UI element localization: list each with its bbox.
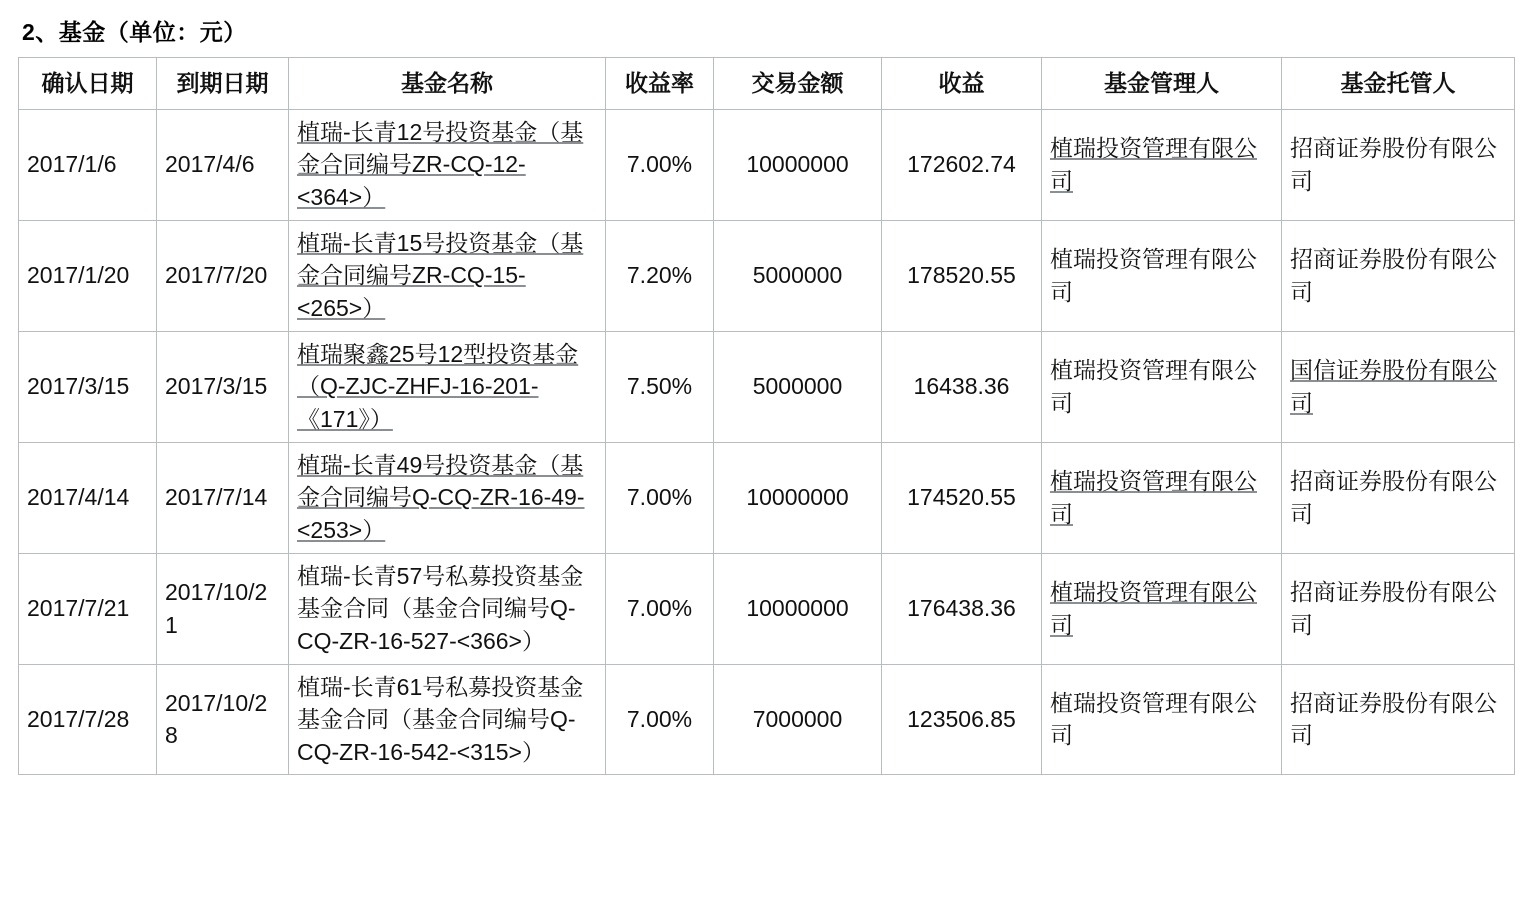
cell-manager: 植瑞投资管理有限公司 (1042, 553, 1282, 664)
cell-confirm-date: 2017/1/20 (19, 220, 157, 331)
cell-fund-name: 植瑞-长青61号私募投资基金基金合同（基金合同编号Q-CQ-ZR-16-542-<315>） (289, 664, 606, 775)
cell-amount: 10000000 (714, 109, 882, 220)
column-header-maturity-date: 到期日期 (157, 58, 289, 110)
cell-custodian: 招商证券股份有限公司 (1282, 553, 1515, 664)
cell-custodian: 招商证券股份有限公司 (1282, 664, 1515, 775)
cell-custodian: 招商证券股份有限公司 (1282, 220, 1515, 331)
cell-income: 16438.36 (882, 331, 1042, 442)
cell-confirm-date: 2017/7/21 (19, 553, 157, 664)
cell-fund-name: 植瑞-长青57号私募投资基金基金合同（基金合同编号Q-CQ-ZR-16-527-<366>） (289, 553, 606, 664)
cell-maturity-date: 2017/10/28 (157, 664, 289, 775)
fund-table (18, 57, 1515, 775)
cell-income: 174520.55 (882, 442, 1042, 553)
cell-custodian: 招商证券股份有限公司 (1282, 109, 1515, 220)
cell-manager: 植瑞投资管理有限公司 (1042, 109, 1282, 220)
table-row (19, 553, 1515, 664)
column-header-custodian: 基金托管人 (1282, 58, 1515, 110)
cell-income: 123506.85 (882, 664, 1042, 775)
cell-amount: 10000000 (714, 553, 882, 664)
cell-rate: 7.50% (606, 331, 714, 442)
column-header-income: 收益 (882, 58, 1042, 110)
column-header-manager: 基金管理人 (1042, 58, 1282, 110)
cell-rate: 7.00% (606, 109, 714, 220)
cell-amount: 5000000 (714, 220, 882, 331)
cell-fund-name: 植瑞-长青12号投资基金（基金合同编号ZR-CQ-12-<364>） (289, 109, 606, 220)
cell-rate: 7.00% (606, 664, 714, 775)
cell-manager: 植瑞投资管理有限公司 (1042, 442, 1282, 553)
cell-custodian: 招商证券股份有限公司 (1282, 442, 1515, 553)
column-header-amount: 交易金额 (714, 58, 882, 110)
cell-income: 176438.36 (882, 553, 1042, 664)
cell-rate: 7.00% (606, 442, 714, 553)
cell-amount: 10000000 (714, 442, 882, 553)
column-header-confirm-date: 确认日期 (19, 58, 157, 110)
cell-fund-name: 植瑞-长青15号投资基金（基金合同编号ZR-CQ-15-<265>） (289, 220, 606, 331)
cell-fund-name: 植瑞聚鑫25号12型投资基金（Q-ZJC-ZHFJ-16-201-《171》） (289, 331, 606, 442)
table-row (19, 220, 1515, 331)
cell-confirm-date: 2017/1/6 (19, 109, 157, 220)
table-header-row (19, 58, 1515, 110)
column-header-rate: 收益率 (606, 58, 714, 110)
cell-rate: 7.20% (606, 220, 714, 331)
cell-manager: 植瑞投资管理有限公司 (1042, 331, 1282, 442)
cell-income: 172602.74 (882, 109, 1042, 220)
table-row (19, 331, 1515, 442)
cell-fund-name: 植瑞-长青49号投资基金（基金合同编号Q-CQ-ZR-16-49-<253>） (289, 442, 606, 553)
cell-confirm-date: 2017/7/28 (19, 664, 157, 775)
cell-confirm-date: 2017/4/14 (19, 442, 157, 553)
cell-maturity-date: 2017/7/20 (157, 220, 289, 331)
cell-maturity-date: 2017/7/14 (157, 442, 289, 553)
cell-income: 178520.55 (882, 220, 1042, 331)
cell-manager: 植瑞投资管理有限公司 (1042, 220, 1282, 331)
column-header-fund-name: 基金名称 (289, 58, 606, 110)
cell-maturity-date: 2017/4/6 (157, 109, 289, 220)
cell-maturity-date: 2017/10/21 (157, 553, 289, 664)
cell-custodian: 国信证券股份有限公司 (1282, 331, 1515, 442)
cell-confirm-date: 2017/3/15 (19, 331, 157, 442)
cell-maturity-date: 2017/3/15 (157, 331, 289, 442)
section-title: 2、基金（单位：元） (22, 19, 247, 45)
table-row (19, 442, 1515, 553)
cell-amount: 5000000 (714, 331, 882, 442)
cell-rate: 7.00% (606, 553, 714, 664)
cell-manager: 植瑞投资管理有限公司 (1042, 664, 1282, 775)
table-row (19, 109, 1515, 220)
table-row (19, 664, 1515, 775)
cell-amount: 7000000 (714, 664, 882, 775)
